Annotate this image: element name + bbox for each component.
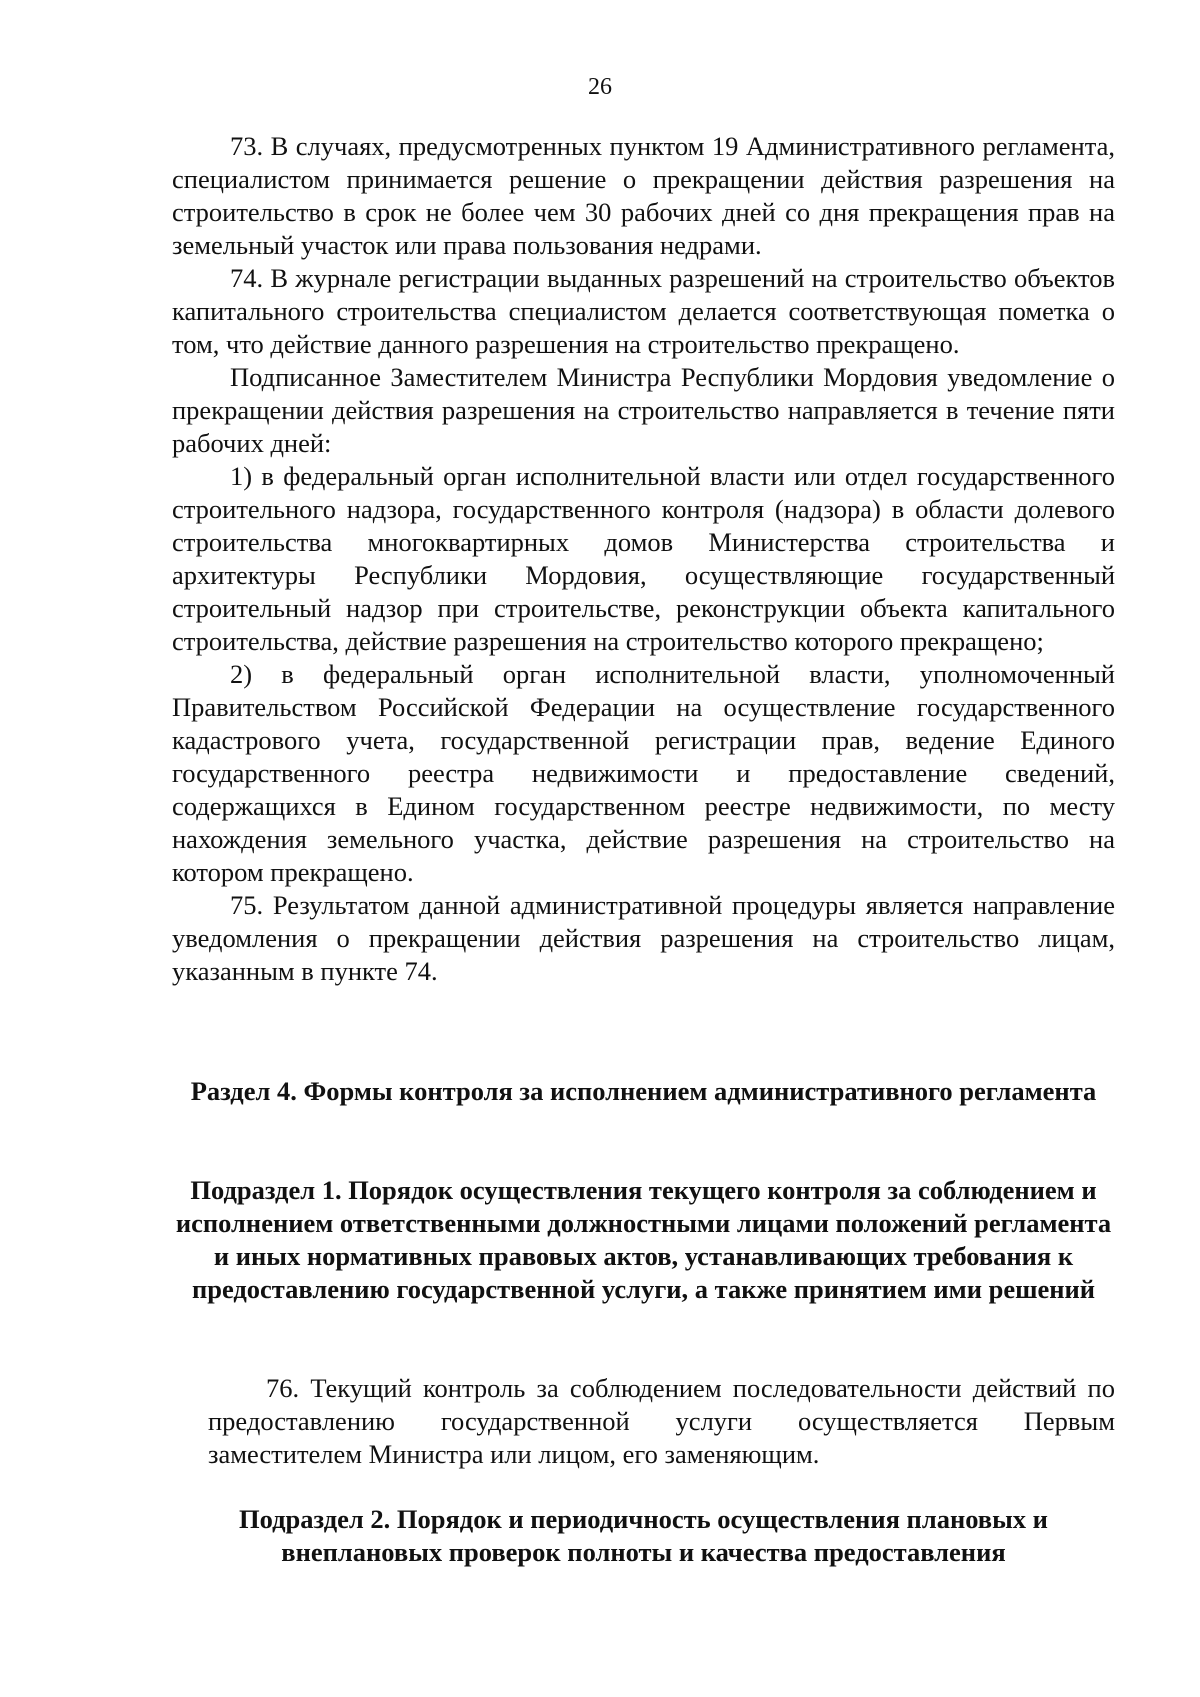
paragraph-notification: Подписанное Заместителем Министра Республики Мордовия уведомление о прекращении действия разрешения на строительство направляется в течение пяти рабочих дней: (172, 362, 1115, 458)
paragraph-75: 75. Результатом данной административной процедуры является направление уведомления о прекращении действия разрешения на строительство лицам, указанным в пункте 74. (172, 890, 1115, 986)
paragraph-76: 76. Текущий контроль за соблюдением последовательности действий по предоставлению государственной услуги осуществляется Первым заместителем Министра или лицом, его заменяющим. (208, 1373, 1115, 1469)
list-item-1: 1) в федеральный орган исполнительной власти или отдел государственного строительного надзора, государственного контроля (надзора) в области долевого строительства многоквартирных домов Министерства строительства и архитектуры Республики Мордовия, осуществляющие государственный строительный надзор при строительстве, реконструкции объекта капитального строительства, действие разрешения на строительство которого прекращено; (172, 461, 1115, 656)
page-number: 26 (588, 74, 612, 100)
subsection-1-heading: Подраздел 1. Порядок осуществления текущего контроля за соблюдением и исполнением ответственными должностными лицами положений регламента и иных нормативных правовых актов, устанавливающих требования к предоставлению государственной услуги, а также принятием ими решений (175, 1175, 1112, 1304)
body-text-top (172, 130, 1115, 988)
body-text-middle (208, 1372, 1115, 1471)
list-item-2: 2) в федеральный орган исполнительной власти, уполномоченный Правительством Российской Федерации на осуществление государственного кадастрового учета, государственной регистрации прав, ведение Единого государственного реестра недвижимости и предоставление сведений, содержащихся в Едином государственном реестре недвижимости, по месту нахождения земельного участка, действие разрешения на строительство на котором прекращено. (172, 659, 1115, 887)
paragraph-73: 73. В случаях, предусмотренных пунктом 19 Административного регламента, специалистом принимается решение о прекращении действия разрешения на строительство в срок не более чем 30 рабочих дней со дня прекращения прав на земельный участок или права пользования недрами. (172, 131, 1115, 260)
subsection-2-heading: Подраздел 2. Порядок и периодичность осуществления плановых и внеплановых проверок полноты и качества предоставления (239, 1504, 1048, 1567)
paragraph-74: 74. В журнале регистрации выданных разрешений на строительство объектов капитального строительства специалистом делается соответствующая пометка о том, что действие данного разрешения на строительство прекращено. (172, 263, 1115, 359)
section-heading: Раздел 4. Формы контроля за исполнением административного регламента (190, 1076, 1097, 1106)
